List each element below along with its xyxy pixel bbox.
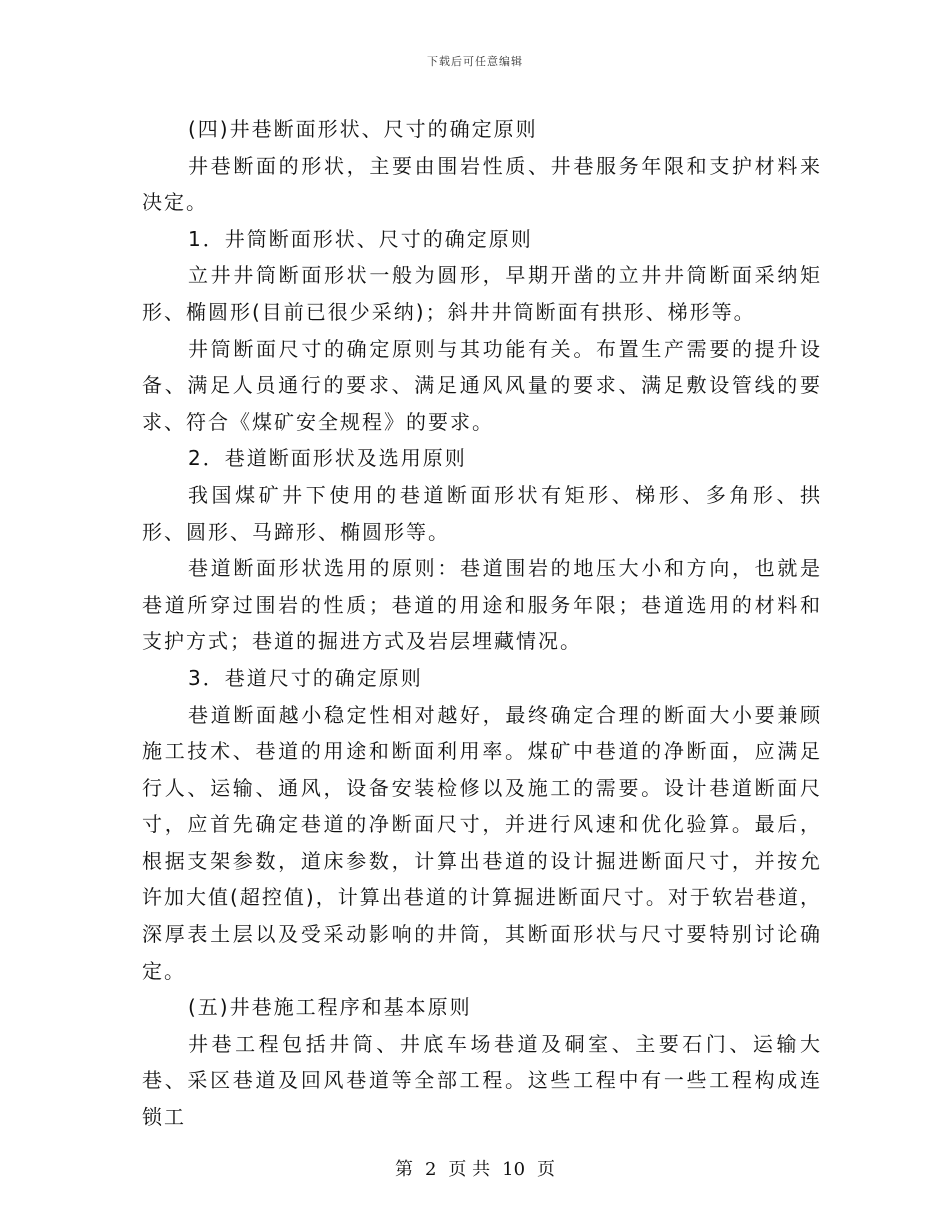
- page-label-middle: 页 共: [448, 1159, 491, 1180]
- total-pages-number: 10: [502, 1159, 526, 1180]
- paragraph: 我国煤矿井下使用的巷道断面形状有矩形、梯形、多角形、拱形、圆形、马蹄形、椭圆形等。: [142, 482, 822, 544]
- subsection-heading-2: 2．巷道断面形状及选用原则: [188, 446, 467, 471]
- document-body: [142, 111, 822, 1136]
- paragraph: 井筒断面尺寸的确定原则与其功能有关。布置生产需要的提升设备、满足人员通行的要求、满足通风风量的要求、满足敷设管线的要求、符合《煤矿安全规程》的要求。: [142, 336, 822, 434]
- paragraph: 井巷断面的形状，主要由围岩性质、井巷服务年限和支护材料来决定。: [142, 153, 822, 215]
- subsection-heading-3: 3．巷道尺寸的确定原则: [188, 665, 423, 690]
- paragraph: 巷道断面形状选用的原则：巷道围岩的地压大小和方向，也就是巷道所穿过围岩的性质；巷道的用途和服务年限；巷道选用的材料和支护方式；巷道的掘进方式及岩层埋藏情况。: [142, 556, 822, 654]
- paragraph: 巷道断面越小稳定性相对越好，最终确定合理的断面大小要兼顾施工技术、巷道的用途和断面利用率。煤矿中巷道的净断面，应满足行人、运输、通风，设备安装检修以及施工的需要。设计巷道断面尺寸，应首先确定巷道的净断面尺寸，并进行风速和优化验算。最后，根据支架参数，道床参数，计算出巷道的设计掘进断面尺寸，并按允许加大值(超控值)，计算出巷道的计算掘进断面尺寸。对于软岩巷道，深厚表土层以及受采动影响的井筒，其断面形状与尺寸要特别讨论确定。: [142, 702, 822, 983]
- page-footer: [0, 1155, 950, 1181]
- paragraph: 立井井筒断面形状一般为圆形，早期开凿的立井井筒断面采纳矩形、椭圆形(目前已很少采纳)；斜井井筒断面有拱形、梯形等。: [142, 263, 822, 324]
- section-heading-5: (五)井巷施工程序和基本原则: [188, 995, 472, 1020]
- current-page-number: 2: [424, 1159, 437, 1180]
- page-label-prefix: 第: [394, 1159, 413, 1180]
- page-label-suffix: 页: [537, 1159, 556, 1180]
- page-header: 下载后可任意编辑: [427, 55, 523, 68]
- paragraph: 井巷工程包括井筒、井底车场巷道及硐室、主要石门、运输大巷、采区巷道及回风巷道等全部工程。这些工程中有一些工程构成连锁工: [142, 1031, 822, 1130]
- subsection-heading-1: 1．井筒断面形状、尺寸的确定原则: [188, 226, 533, 251]
- section-heading-4: (四)井巷断面形状、尺寸的确定原则: [188, 117, 538, 141]
